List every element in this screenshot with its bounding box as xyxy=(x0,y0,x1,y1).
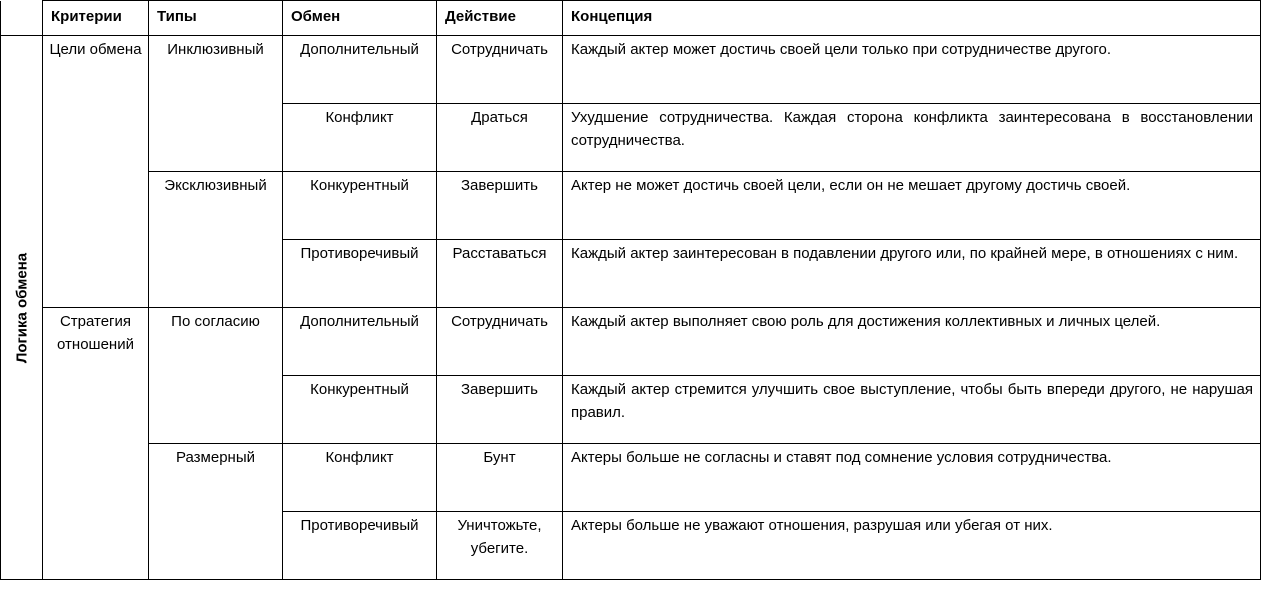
exchange-cell: Противоречивый xyxy=(283,240,437,308)
action-cell: Сотрудничать xyxy=(437,308,563,376)
header-exchange: Обмен xyxy=(283,1,437,36)
concept-cell: Актер не может достичь своей цели, если он не мешает другому достичь своей. xyxy=(563,172,1261,240)
concept-cell: Ухудшение сотрудничества. Каждая сторона конфликта заинтересована в восстановлении сотрудничества. xyxy=(563,104,1261,172)
header-concept: Концепция xyxy=(563,1,1261,36)
concept-cell: Актеры больше не уважают отношения, разрушая или убегая от них. xyxy=(563,512,1261,580)
criteria-cell: Цели обмена xyxy=(43,36,149,308)
header-types: Типы xyxy=(149,1,283,36)
type-cell: По согласию xyxy=(149,308,283,444)
type-cell: Инклюзивный xyxy=(149,36,283,172)
action-cell: Завершить xyxy=(437,376,563,444)
exchange-cell: Противоречивый xyxy=(283,512,437,580)
table-row xyxy=(1,172,1261,240)
action-cell: Драться xyxy=(437,104,563,172)
side-label-cell xyxy=(1,36,43,580)
exchange-cell: Конкурентный xyxy=(283,376,437,444)
action-cell: Завершить xyxy=(437,172,563,240)
action-cell: Уничтожьте, убегите. xyxy=(437,512,563,580)
header-action: Действие xyxy=(437,1,563,36)
exchange-cell: Конфликт xyxy=(283,104,437,172)
table-row xyxy=(1,36,1261,104)
table-row xyxy=(1,308,1261,376)
exchange-cell: Дополнительный xyxy=(283,308,437,376)
concept-cell: Актеры больше не согласны и ставят под сомнение условия сотрудничества. xyxy=(563,444,1261,512)
action-cell: Расставаться xyxy=(437,240,563,308)
criteria-cell: Стратегия отношений xyxy=(43,308,149,580)
header-row xyxy=(1,1,1261,36)
header-corner xyxy=(1,1,43,36)
type-cell: Эксклюзивный xyxy=(149,172,283,308)
action-cell: Бунт xyxy=(437,444,563,512)
exchange-cell: Конкурентный xyxy=(283,172,437,240)
exchange-cell: Дополнительный xyxy=(283,36,437,104)
concept-cell: Каждый актер стремится улучшить свое выступление, чтобы быть впереди другого, не нарушая правил. xyxy=(563,376,1261,444)
concept-cell: Каждый актер может достичь своей цели только при сотрудничестве другого. xyxy=(563,36,1261,104)
table-row xyxy=(1,444,1261,512)
exchange-cell: Конфликт xyxy=(283,444,437,512)
side-label: Логика обмена xyxy=(13,252,30,363)
type-cell: Размерный xyxy=(149,444,283,580)
action-cell: Сотрудничать xyxy=(437,36,563,104)
concept-cell: Каждый актер заинтересован в подавлении другого или, по крайней мере, в отношениях с ним. xyxy=(563,240,1261,308)
concept-cell: Каждый актер выполняет свою роль для достижения коллективных и личных целей. xyxy=(563,308,1261,376)
header-criteria: Критерии xyxy=(43,1,149,36)
